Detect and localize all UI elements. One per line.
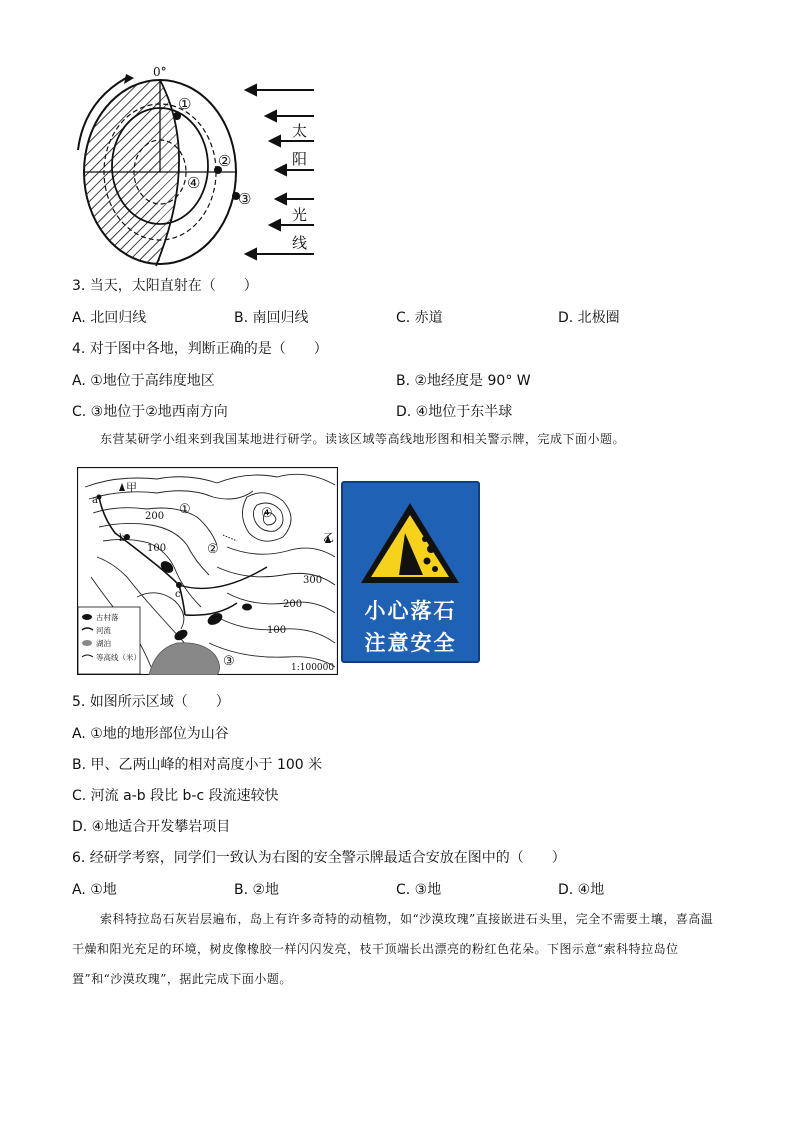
map-scale: 1:100000 <box>291 663 335 673</box>
q3-option-d[interactable]: D. 北极圈 <box>558 310 620 326</box>
legend-lake-label: 湖泊 <box>96 639 111 648</box>
contour-map <box>77 467 338 675</box>
q5-option-c[interactable]: C. 河流 a-b 段比 b-c 段流速较快 <box>72 788 279 804</box>
sunlight-arrows <box>246 85 314 259</box>
point-b-label: b <box>119 533 126 544</box>
area-3-label: ③ <box>223 654 235 669</box>
q6-option-a[interactable]: A. ①地 <box>72 882 117 898</box>
q3-stem: 3. 当天，太阳直射在（ ） <box>72 278 258 294</box>
intro-paragraph-1: 东营某研学小组来到我国某地进行研学。读该区域等高线地形图和相关警示牌，完成下面小题。 <box>100 432 626 446</box>
q6-option-c[interactable]: C. ③地 <box>396 882 442 898</box>
legend-lake-icon <box>82 640 92 646</box>
q6-option-d[interactable]: D. ④地 <box>558 882 605 898</box>
sign-text-line1: 小心落石 <box>364 599 457 623</box>
label-point-2: ② <box>218 152 232 170</box>
intro-paragraph-2: 索科特拉岛石灰岩层遍布，岛上有许多奇特的动植物，如“沙漠玫瑰”直接嵌进石头里，完全不需要土壤，喜高温干燥和阳光充足的环境，树皮像橡胶一样闪闪发亮，枝干顶端长出漂亮的粉红色花朵。下图示意“索科特拉岛位置”和“沙漠玫瑰”，据此完成下面小题。 <box>72 912 714 986</box>
q3-option-c[interactable]: C. 赤道 <box>396 310 443 326</box>
contour-label-100-right: 100 <box>267 625 287 636</box>
sun-label-3: 光 <box>292 206 308 224</box>
area-4-label: ④ <box>261 506 273 521</box>
point-1-dot <box>173 112 181 120</box>
label-point-1: ① <box>178 95 192 113</box>
area-1-label: ① <box>179 502 191 517</box>
area-2-label: ② <box>207 542 219 557</box>
q4-stem: 4. 对于图中各地，判断正确的是（ ） <box>72 341 328 357</box>
peak-yi-label: 乙 <box>323 531 334 544</box>
point-c-label: c <box>175 589 181 600</box>
legend-contour-label: 等高线（米） <box>96 653 141 662</box>
rotation-arrowhead <box>124 74 134 84</box>
legend-village-icon <box>82 614 92 620</box>
q5-option-d[interactable]: D. ④地适合开发攀岩项目 <box>72 819 231 835</box>
q4-option-d[interactable]: D. ④地位于东半球 <box>396 404 513 420</box>
falling-rock-icon <box>343 483 478 593</box>
contour-label-200-right: 200 <box>283 599 303 610</box>
q4-option-c[interactable]: C. ③地位于②地西南方向 <box>72 404 228 420</box>
q4-option-a[interactable]: A. ①地位于高纬度地区 <box>72 373 215 389</box>
label-point-4: ④ <box>187 174 201 192</box>
q6-option-b[interactable]: B. ②地 <box>234 882 280 898</box>
sun-label-1: 太 <box>292 122 308 140</box>
q3-option-a[interactable]: A. 北回归线 <box>72 310 147 326</box>
label-point-3: ③ <box>238 190 252 208</box>
q5-option-b[interactable]: B. 甲、乙两山峰的相对高度小于 100 米 <box>72 757 323 773</box>
sign-text-line2: 注意安全 <box>364 631 457 655</box>
contour-label-100-left: 100 <box>147 543 167 554</box>
q5-stem: 5. 如图所示区域（ ） <box>72 694 230 710</box>
peak-jia-label: 甲 <box>126 481 137 494</box>
sun-label-4: 线 <box>292 234 308 252</box>
legend-village-label: 古村落 <box>96 613 119 622</box>
q6-stem: 6. 经研学考察，同学们一致认为右图的安全警示牌最适合安放在图中的（ ） <box>72 850 566 866</box>
point-c-dot <box>176 582 182 588</box>
q5-option-a[interactable]: A. ①地的地形部位为山谷 <box>72 726 229 742</box>
label-0deg: 0° <box>153 65 167 79</box>
q3-option-b[interactable]: B. 南回归线 <box>234 310 309 326</box>
polar-view-figure <box>60 62 330 272</box>
point-a-label: a <box>92 495 98 506</box>
legend-river-label: 河流 <box>96 626 111 635</box>
contour-label-200-left: 200 <box>145 511 165 522</box>
contour-label-300: 300 <box>303 575 323 586</box>
sun-label-2: 阳 <box>292 150 308 168</box>
warning-sign <box>341 481 480 663</box>
q4-option-b[interactable]: B. ②地经度是 90° W <box>396 373 531 389</box>
